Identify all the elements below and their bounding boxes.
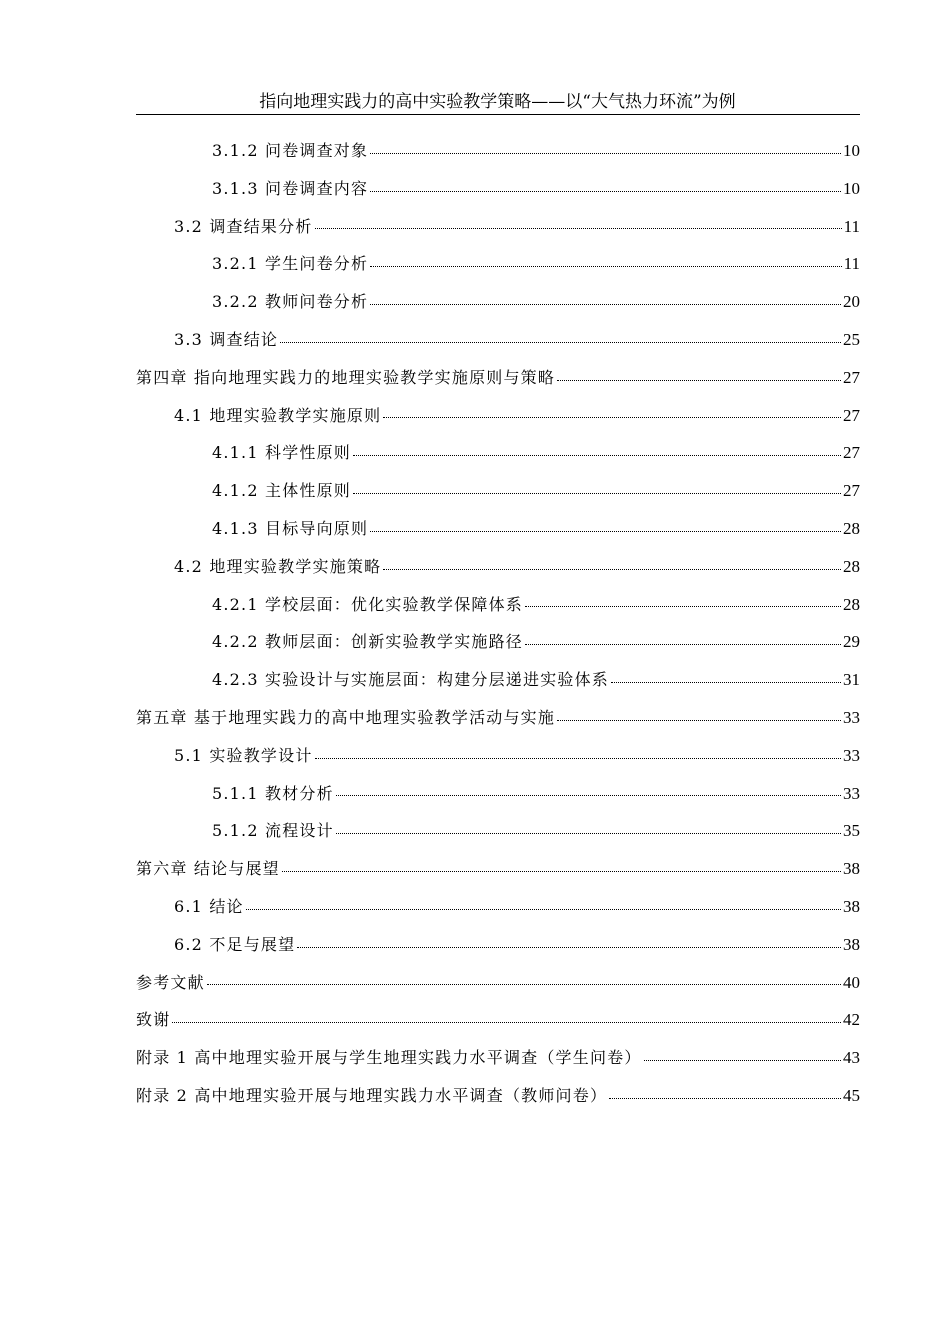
- toc-entry[interactable]: [136, 548, 860, 586]
- toc-entry[interactable]: [136, 586, 860, 624]
- toc-entry-label: 4.1 地理实验教学实施原则: [174, 405, 382, 425]
- toc-entry[interactable]: [136, 359, 860, 397]
- toc-entry-page-number: 11: [843, 254, 860, 274]
- toc-entry-page-number: 43: [843, 1048, 860, 1068]
- toc-entry-page-number: 38: [843, 934, 860, 954]
- toc-entry-page-number: 33: [843, 745, 860, 765]
- toc-entry-page-number: 28: [843, 594, 860, 614]
- toc-entry[interactable]: [136, 888, 860, 926]
- table-of-contents: [136, 132, 860, 1115]
- toc-entry-label: 致谢: [136, 1010, 171, 1030]
- toc-leader-dots: [370, 152, 841, 154]
- toc-entry-page-number: 38: [843, 896, 860, 916]
- toc-leader-dots: [207, 983, 841, 985]
- toc-entry-label: 第六章 结论与展望: [136, 859, 280, 879]
- toc-leader-dots: [282, 870, 841, 872]
- toc-entry[interactable]: [136, 510, 860, 548]
- toc-entry-label: 参考文献: [136, 972, 205, 992]
- toc-entry-page-number: 10: [843, 178, 860, 198]
- toc-entry-page-number: 27: [843, 367, 860, 387]
- toc-entry[interactable]: [136, 1001, 860, 1039]
- toc-leader-dots: [315, 227, 842, 229]
- toc-entry-page-number: 38: [843, 859, 860, 879]
- toc-entry-page-number: 25: [843, 329, 860, 349]
- toc-entry-label: 4.2.1 学校层面：优化实验教学保障体系: [212, 594, 523, 614]
- toc-leader-dots: [383, 416, 841, 418]
- toc-entry[interactable]: [136, 775, 860, 813]
- toc-entry-page-number: 27: [843, 405, 860, 425]
- toc-entry[interactable]: [136, 737, 860, 775]
- toc-leader-dots: [315, 757, 841, 759]
- toc-entry-label: 附录 2 高中地理实验开展与地理实践力水平调查（教师问卷）: [136, 1085, 608, 1105]
- toc-leader-dots: [611, 681, 841, 683]
- toc-entry-page-number: 27: [843, 481, 860, 501]
- toc-entry-label: 4.2.2 教师层面：创新实验教学实施路径: [212, 632, 523, 652]
- toc-entry-label: 附录 1 高中地理实验开展与学生地理实践力水平调查（学生问卷）: [136, 1048, 642, 1068]
- toc-entry-label: 5.1 实验教学设计: [174, 745, 313, 765]
- toc-entry-page-number: 20: [843, 292, 860, 312]
- toc-entry[interactable]: [136, 472, 860, 510]
- toc-leader-dots: [246, 908, 841, 910]
- toc-entry-label: 3.3 调查结论: [174, 329, 279, 349]
- toc-entry-page-number: 45: [843, 1085, 860, 1105]
- toc-entry[interactable]: [136, 1077, 860, 1115]
- toc-entry-page-number: 33: [843, 783, 860, 803]
- toc-leader-dots: [557, 719, 841, 721]
- header-rule: [136, 114, 860, 115]
- toc-entry-page-number: 42: [843, 1010, 860, 1030]
- toc-leader-dots: [370, 530, 841, 532]
- toc-entry-page-number: 10: [843, 141, 860, 160]
- toc-leader-dots: [525, 605, 841, 607]
- toc-entry-page-number: 28: [843, 518, 860, 538]
- toc-leader-dots: [336, 832, 841, 834]
- toc-leader-dots: [353, 454, 841, 456]
- toc-leader-dots: [370, 303, 841, 305]
- toc-entry-label: 第五章 基于地理实践力的高中地理实验教学活动与实施: [136, 707, 556, 727]
- toc-entry-label: 4.1.1 科学性原则: [212, 443, 351, 463]
- toc-entry[interactable]: [136, 926, 860, 964]
- toc-entry[interactable]: [136, 661, 860, 699]
- toc-leader-dots: [280, 341, 841, 343]
- toc-entry-page-number: 35: [843, 821, 860, 841]
- toc-entry-page-number: 28: [843, 556, 860, 576]
- toc-entry[interactable]: [136, 964, 860, 1002]
- toc-leader-dots: [609, 1097, 841, 1099]
- toc-entry[interactable]: [136, 170, 860, 208]
- toc-entry[interactable]: [136, 397, 860, 435]
- toc-entry-label: 3.2.2 教师问卷分析: [212, 292, 369, 312]
- toc-entry[interactable]: [136, 1039, 860, 1077]
- toc-leader-dots: [383, 568, 841, 570]
- toc-entry[interactable]: [136, 699, 860, 737]
- toc-entry-page-number: 27: [843, 443, 860, 463]
- toc-leader-dots: [370, 190, 841, 192]
- toc-leader-dots: [297, 946, 841, 948]
- toc-entry-label: 4.1.3 目标导向原则: [212, 518, 369, 538]
- toc-entry-label: 6.2 不足与展望: [174, 934, 296, 954]
- toc-leader-dots: [644, 1059, 841, 1061]
- toc-entry[interactable]: [136, 208, 860, 246]
- toc-entry-label: 3.1.2 问卷调查对象: [212, 141, 369, 160]
- toc-entry-label: 4.2.3 实验设计与实施层面：构建分层递进实验体系: [212, 670, 609, 690]
- toc-entry[interactable]: [136, 812, 860, 850]
- toc-leader-dots: [370, 265, 841, 267]
- toc-entry-label: 5.1.1 教材分析: [212, 783, 334, 803]
- toc-entry-page-number: 31: [843, 670, 860, 690]
- toc-leader-dots: [525, 643, 841, 645]
- toc-entry[interactable]: [136, 283, 860, 321]
- toc-leader-dots: [336, 794, 841, 796]
- toc-entry[interactable]: [136, 434, 860, 472]
- toc-leader-dots: [557, 379, 841, 381]
- toc-entry-label: 3.2.1 学生问卷分析: [212, 254, 369, 274]
- toc-entry-page-number: 40: [843, 972, 860, 992]
- toc-entry-label: 4.2 地理实验教学实施策略: [174, 556, 382, 576]
- toc-leader-dots: [353, 492, 841, 494]
- toc-entry[interactable]: [136, 321, 860, 359]
- toc-entry[interactable]: [136, 850, 860, 888]
- running-header-title: 指向地理实践力的高中实验教学策略——以“大气热力环流”为例: [259, 92, 736, 112]
- toc-entry-page-number: 29: [843, 632, 860, 652]
- toc-entry-label: 5.1.2 流程设计: [212, 821, 334, 841]
- toc-entry-label: 第四章 指向地理实践力的地理实验教学实施原则与策略: [136, 367, 556, 387]
- toc-entry-label: 6.1 结论: [174, 896, 244, 916]
- toc-entry-label: 3.2 调查结果分析: [174, 216, 313, 236]
- toc-leader-dots: [172, 1021, 841, 1023]
- toc-entry[interactable]: [136, 245, 860, 283]
- toc-entry-page-number: 11: [843, 216, 860, 236]
- toc-entry-page-number: 33: [843, 707, 860, 727]
- toc-entry[interactable]: [136, 623, 860, 661]
- toc-entry-label: 3.1.3 问卷调查内容: [212, 178, 369, 198]
- toc-entry[interactable]: [136, 132, 860, 170]
- toc-entry-label: 4.1.2 主体性原则: [212, 481, 351, 501]
